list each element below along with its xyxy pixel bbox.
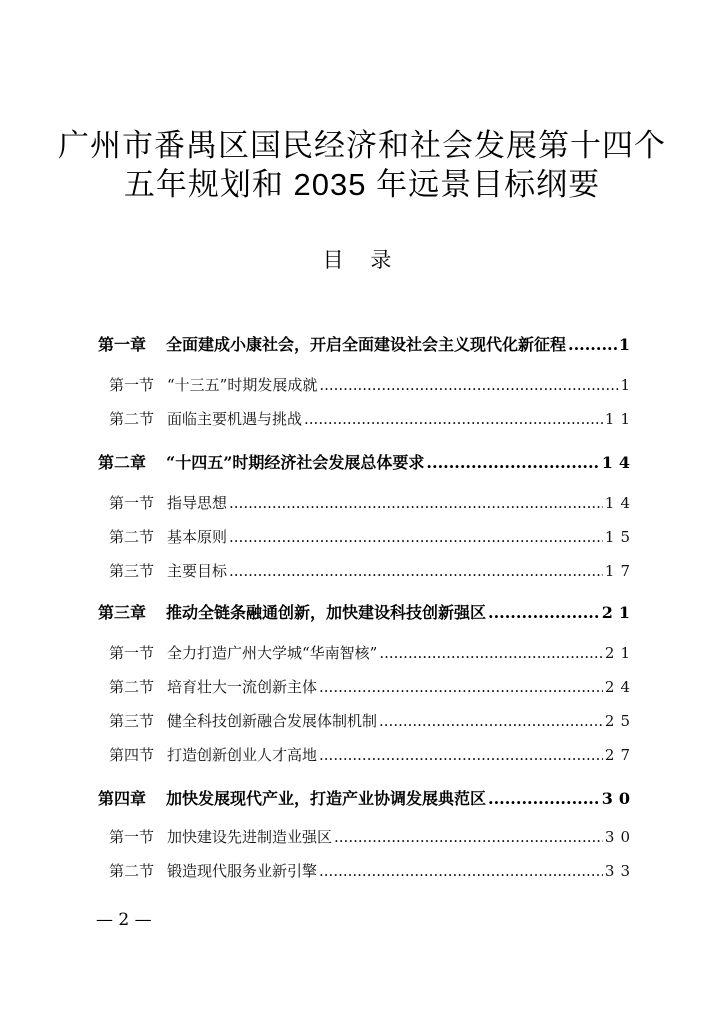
- toc-entry-page: 14: [601, 453, 636, 472]
- toc-entry-page: 24: [604, 678, 636, 696]
- toc-entry-label: 全力打造广州大学城“华南智核”: [167, 644, 378, 662]
- toc-entry-number: 第四章: [98, 789, 147, 808]
- toc-leader-dots: [229, 528, 603, 546]
- toc-entry-page: 33: [604, 862, 636, 880]
- toc-entry-page: 15: [604, 528, 636, 546]
- toc-entry-label: 指导思想: [167, 494, 228, 512]
- toc-section-entry[interactable]: [109, 744, 636, 765]
- toc-entry-label: “十三五”时期发展成就: [167, 376, 318, 394]
- toc-entry-number: 第一节: [109, 644, 155, 662]
- toc-entry-page: 21: [601, 603, 636, 622]
- document-title-line1: 广州市番禺区国民经济和社会发展第十四个: [58, 128, 666, 163]
- toc-entry-label: 推动全链条融通创新，加快建设科技创新强区: [166, 603, 487, 622]
- toc-leader-dots: [488, 603, 600, 622]
- toc-leader-dots: [379, 712, 603, 730]
- toc-section-entry[interactable]: [109, 710, 636, 731]
- toc-entry-number: 第一节: [109, 376, 155, 394]
- toc-leader-dots: [334, 828, 603, 846]
- toc-entry-label: 加快建设先进制造业强区: [167, 828, 333, 846]
- toc-entry-page: 1: [618, 335, 636, 354]
- toc-entry-page: 14: [604, 494, 636, 512]
- toc-entry-number: 第二节: [109, 410, 155, 428]
- page-number-footer: — 2 —: [96, 910, 152, 930]
- toc-section-entry[interactable]: [109, 374, 636, 395]
- toc-leader-dots: [319, 746, 603, 764]
- toc-leader-dots: [229, 562, 603, 580]
- toc-entry-page: 17: [604, 562, 636, 580]
- toc-entry-label: 全面建成小康社会，开启全面建设社会主义现代化新征程: [166, 335, 567, 354]
- toc-entry-number: 第四节: [109, 746, 155, 764]
- toc-entry-number: 第二章: [98, 453, 147, 472]
- toc-section-entry[interactable]: [109, 826, 636, 847]
- toc-leader-dots: [304, 410, 603, 428]
- toc-chapter-entry[interactable]: [98, 786, 636, 809]
- toc-entry-number: 第一章: [98, 335, 147, 354]
- toc-entry-label: 锻造现代服务业新引擎: [167, 862, 318, 880]
- toc-section-entry[interactable]: [109, 676, 636, 697]
- toc-section-entry[interactable]: [109, 642, 636, 663]
- toc-entry-label: 培育壮大一流创新主体: [167, 678, 318, 696]
- toc-entry-label: 面临主要机遇与挑战: [167, 410, 303, 428]
- toc-entry-page: 1: [620, 376, 636, 394]
- toc-entry-label: 加快发展现代产业，打造产业协调发展典范区: [166, 789, 487, 808]
- toc-section-entry[interactable]: [109, 860, 636, 881]
- toc-leader-dots: [379, 644, 603, 662]
- toc-heading: 目 录: [322, 248, 402, 272]
- toc-entry-label: 健全科技创新融合发展体制机制: [167, 712, 378, 730]
- toc-entry-page: 11: [604, 410, 636, 428]
- toc-leader-dots: [319, 376, 618, 394]
- toc-entry-number: 第二节: [109, 528, 155, 546]
- toc-leader-dots: [426, 453, 599, 472]
- toc-entry-number: 第三节: [109, 562, 155, 580]
- toc-entry-number: 第三章: [98, 603, 147, 622]
- toc-leader-dots: [319, 678, 603, 696]
- toc-leader-dots: [319, 862, 603, 880]
- toc-leader-dots: [229, 494, 603, 512]
- toc-entry-label: 打造创新创业人才高地: [167, 746, 318, 764]
- toc-entry-number: 第一节: [109, 828, 155, 846]
- toc-chapter-entry[interactable]: [98, 600, 636, 623]
- toc-entry-number: 第三节: [109, 712, 155, 730]
- toc-section-entry[interactable]: [109, 408, 636, 429]
- toc-chapter-entry[interactable]: [98, 332, 636, 355]
- toc-leader-dots: [568, 335, 617, 354]
- toc-entry-page: 30: [601, 789, 636, 808]
- toc-section-entry[interactable]: [109, 492, 636, 513]
- toc-entry-label: “十四五”时期经济社会发展总体要求: [166, 453, 425, 472]
- document-title-line2: 五年规划和 2035 年远景目标纲要: [123, 167, 601, 202]
- toc-entry-label: 基本原则: [167, 528, 228, 546]
- toc-entry-page: 21: [604, 644, 636, 662]
- toc-entry-page: 30: [604, 828, 636, 846]
- toc-entry-number: 第二节: [109, 678, 155, 696]
- toc-entry-label: 主要目标: [167, 562, 228, 580]
- toc-section-entry[interactable]: [109, 560, 636, 581]
- toc-entry-page: 25: [604, 712, 636, 730]
- toc-chapter-entry[interactable]: [98, 450, 636, 473]
- toc-section-entry[interactable]: [109, 526, 636, 547]
- toc-entry-page: 27: [604, 746, 636, 764]
- toc-leader-dots: [488, 789, 600, 808]
- toc-entry-number: 第一节: [109, 494, 155, 512]
- toc-entry-number: 第二节: [109, 862, 155, 880]
